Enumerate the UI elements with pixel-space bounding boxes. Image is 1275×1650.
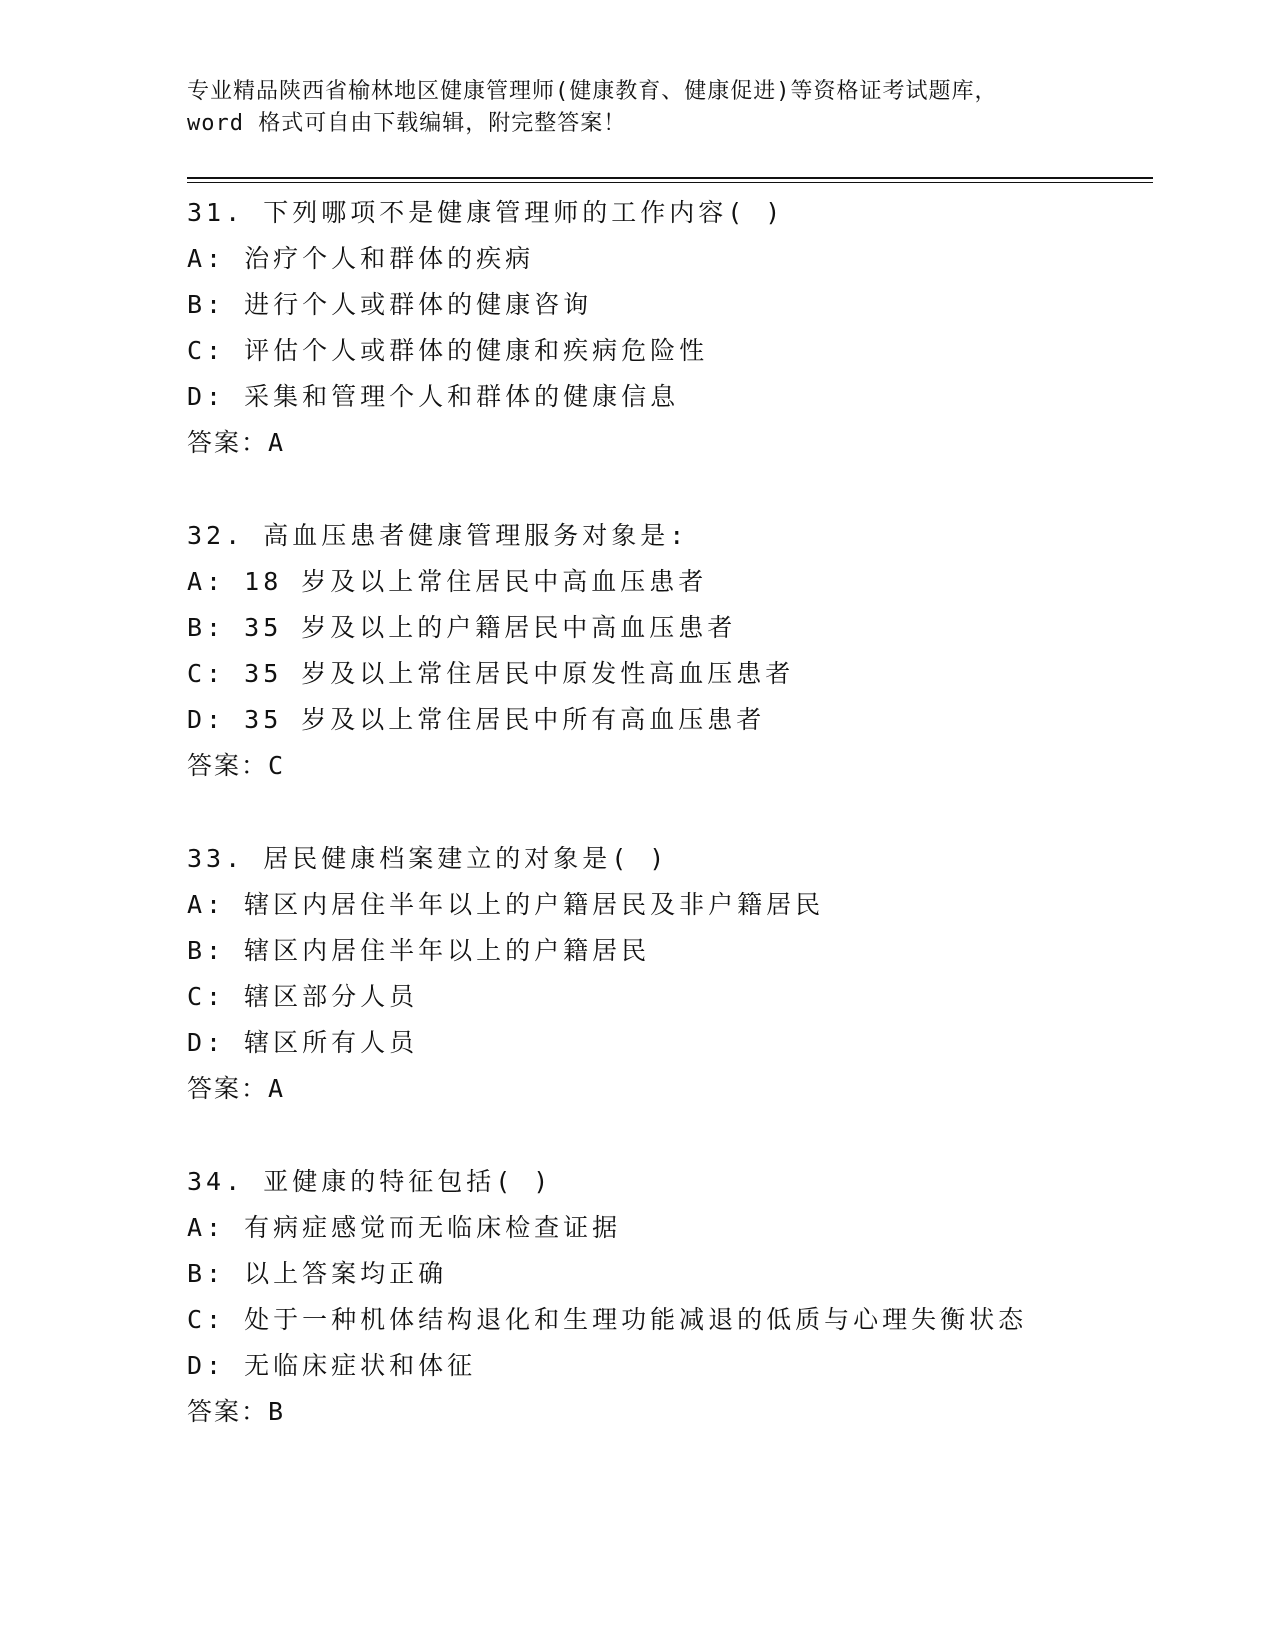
option-c: C: 35 岁及以上常住居民中原发性高血压患者 bbox=[187, 659, 795, 688]
question-31 bbox=[187, 190, 1147, 466]
question-list bbox=[187, 190, 1147, 1482]
option-c: C: 处于一种机体结构退化和生理功能减退的低质与心理失衡状态 bbox=[187, 1305, 1028, 1334]
header-line-2: word 格式可自由下载编辑，附完整答案！ bbox=[187, 111, 627, 136]
question-33 bbox=[187, 836, 1147, 1112]
question-32 bbox=[187, 513, 1147, 789]
option-a: A: 辖区内居住半年以上的户籍居民及非户籍居民 bbox=[187, 890, 825, 919]
document-header bbox=[187, 76, 1147, 140]
option-b: B: 辖区内居住半年以上的户籍居民 bbox=[187, 936, 651, 965]
option-c: C: 辖区部分人员 bbox=[187, 982, 419, 1011]
option-b: B: 35 岁及以上的户籍居民中高血压患者 bbox=[187, 613, 737, 642]
answer-label: 答案：A bbox=[187, 1074, 286, 1103]
question-stem: 32. 高血压患者健康管理服务对象是: bbox=[187, 521, 689, 550]
option-d: D: 辖区所有人员 bbox=[187, 1028, 419, 1057]
header-divider-thick bbox=[187, 177, 1153, 179]
option-d: D: 无临床症状和体征 bbox=[187, 1351, 477, 1380]
question-stem: 31. 下列哪项不是健康管理师的工作内容( ) bbox=[187, 198, 785, 227]
option-a: A: 18 岁及以上常住居民中高血压患者 bbox=[187, 567, 708, 596]
header-line-1: 专业精品陕西省榆林地区健康管理师(健康教育、健康促进)等资格证考试题库， bbox=[187, 79, 998, 104]
option-c: C: 评估个人或群体的健康和疾病危险性 bbox=[187, 336, 709, 365]
option-b: B: 进行个人或群体的健康咨询 bbox=[187, 290, 593, 319]
option-d: D: 35 岁及以上常住居民中所有高血压患者 bbox=[187, 705, 766, 734]
question-34 bbox=[187, 1159, 1147, 1435]
option-a: A: 治疗个人和群体的疾病 bbox=[187, 244, 535, 273]
question-stem: 34. 亚健康的特征包括( ) bbox=[187, 1167, 553, 1196]
option-b: B: 以上答案均正确 bbox=[187, 1259, 448, 1288]
answer-label: 答案：A bbox=[187, 428, 286, 457]
option-a: A: 有病症感觉而无临床检查证据 bbox=[187, 1213, 622, 1242]
option-d: D: 采集和管理个人和群体的健康信息 bbox=[187, 382, 680, 411]
answer-label: 答案：B bbox=[187, 1397, 286, 1426]
header-divider-thin bbox=[187, 182, 1153, 183]
question-stem: 33. 居民健康档案建立的对象是( ) bbox=[187, 844, 669, 873]
answer-label: 答案：C bbox=[187, 751, 286, 780]
